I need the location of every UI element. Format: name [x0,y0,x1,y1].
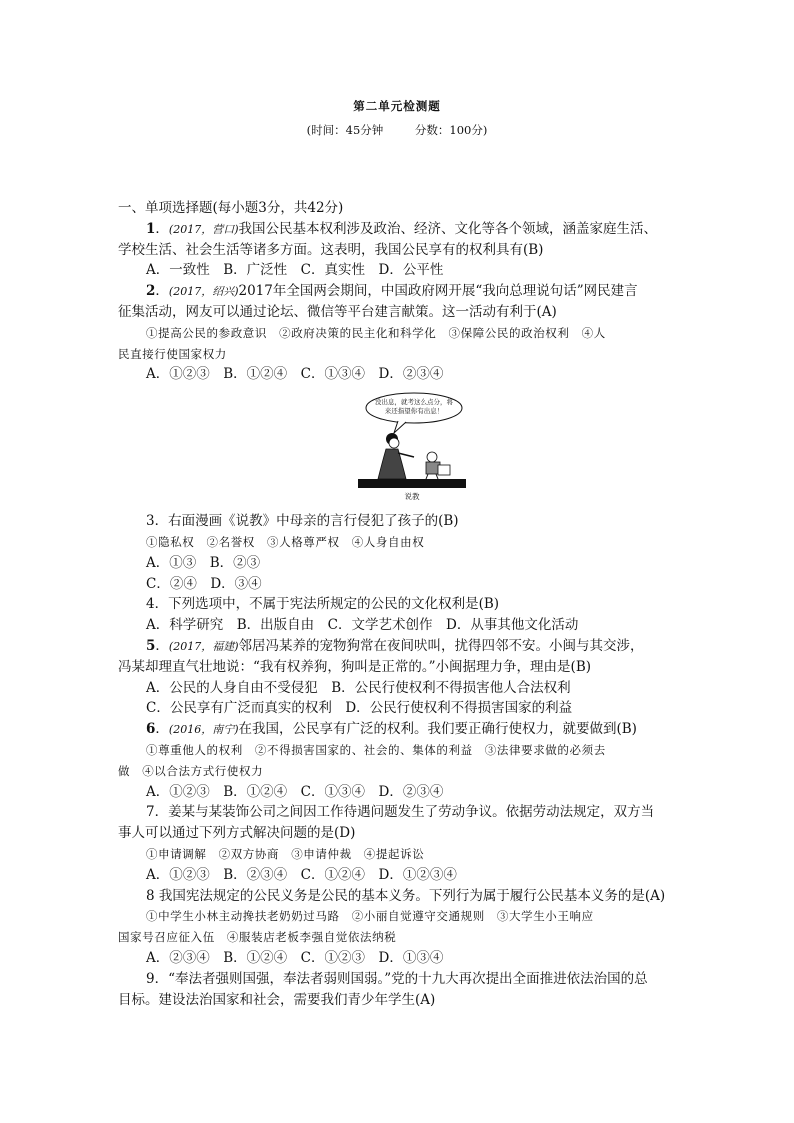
question-9-stem-line2: 目标。建设法治国家和社会，需要我们青少年学生(A) [118,991,436,1008]
question-8-items-line1: ①中学生小林主动搀扶老奶奶过马路 ②小丽自觉遵守交通规则 ③大学生小王响应 [146,909,594,924]
question-7-stem-line2: 事人可以通过下列方式解决问题的是(D) [118,825,356,842]
question-number: 5 [146,637,156,654]
question-source: (2017，绍兴) [168,285,239,299]
section-heading: 一、单项选择题(每小题3分，共42分) [118,200,344,216]
question-1-stem-line1: 1．(2017，营口)我国公民基本权利涉及政治、经济、文化等各个领域，涵盖家庭生活、 [146,220,657,237]
question-6-stem-line1: 6．(2016，南宁)在我国，公民享有广泛的权利。我们要正确行使权力，就要做到(B) [146,721,637,738]
question-source: (2017，营口) [168,222,239,236]
question-5-stem-line2: 冯某却理直气壮地说：“我有权养狗，狗叫是正常的。”小闽据理力争，理由是(B) [118,658,592,675]
time-limit: (时间：45分钟 [306,123,384,137]
question-7-stem-line1: 7．姜某与某装饰公司之间因工作待遇问题发生了劳动争议。依据劳动法规定，双方当 [146,804,655,821]
question-5-options-line2: C．公民享有广泛而真实的权利 D．公民行使权利不得损害国家的利益 [146,700,573,717]
question-4-stem: 4．下列选项中，不属于宪法所规定的公民的文化权利是(B) [146,596,500,613]
question-2-items-line1: ①提高公民的参政意识 ②政府决策的民主化和科学化 ③保障公民的政治权利 ④人 [146,325,606,340]
question-6-items-line1: ①尊重他人的权利 ②不得损害国家的、社会的、集体的利益 ③法律要求做的必须去 [146,742,606,757]
question-8-options: A．②③④ B．①②④ C．①②③ D．①③④ [146,949,444,966]
question-1-stem-line2: 学校生活、社会生活等诸多方面。这表明，我国公民享有的权利具有(B) [118,241,544,258]
question-6-items-line2: 做 ④以合法方式行使权力 [118,763,264,778]
page-title: 第二单元检测题 [353,99,441,113]
cartoon-illustration [354,391,470,502]
total-score: 分数：100分) [414,123,488,137]
question-4-options: A．科学研究 B．出版自由 C．文学艺术创作 D．从事其他文化活动 [146,617,579,634]
question-8-stem: 8 我国宪法规定的公民义务是公民的基本义务。下列行为属于履行公民基本义务的是(A) [146,887,666,904]
question-text: 在我国，公民享有广泛的权利。我们要正确行使权力，就要做到(B) [238,721,637,738]
speech-bubble-text: 没出息，就考这么点分，将来还指望你有出息！ [375,398,453,416]
cartoon-caption: 说教 [404,492,420,502]
question-text: 2017年全国两会期间，中国政府网开展“我向总理说句话”网民建言 [238,283,638,300]
question-2-stem-line2: 征集活动，网友可以通过论坛、微信等平台建言献策。这一活动有利于(A) [118,303,557,320]
question-list [118,198,678,1010]
question-text: 邻居冯某养的宠物狗常在夜间吠叫，扰得四邻不安。小闽与其交涉， [238,637,644,654]
question-source: (2016，南宁) [168,723,239,737]
question-5-options-line1: A．公民的人身自由不受侵犯 B．公民行使权利不得损害他人合法权利 [146,679,571,696]
question-2-items-line2: 民直接行使国家权力 [118,346,227,361]
question-3-items: ①隐私权 ②名誉权 ③人格尊严权 ④人身自由权 [146,534,425,549]
question-3-options-line2: C．②④ D．③④ [146,575,262,592]
question-2-stem-line1: 2．(2017，绍兴)2017年全国两会期间，中国政府网开展“我向总理说句话”网民建言 [146,283,638,300]
question-text: 我国公民基本权利涉及政治、经济、文化等各个领域，涵盖家庭生活、 [238,220,657,237]
question-1-options: A．一致性 B．广泛性 C．真实性 D．公平性 [146,262,444,279]
question-number: 1 [146,220,156,237]
question-number: 6 [146,721,156,738]
question-5-stem-line1: 5．(2017，福建)邻居冯某养的宠物狗常在夜间吠叫，扰得四邻不安。小闽与其交涉， [146,637,644,654]
question-7-items: ①申请调解 ②双方协商 ③申请仲裁 ④提起诉讼 [146,846,425,861]
question-3-options-line1: A．①③ B．②③ [146,554,261,571]
question-source: (2017，福建) [168,639,239,653]
exam-info [0,122,794,138]
question-3-stem: 3．右面漫画《说教》中母亲的言行侵犯了孩子的(B) [146,513,459,530]
question-2-options: A．①②③ B．①②④ C．①③④ D．②③④ [146,366,444,383]
question-6-options: A．①②③ B．①②④ C．①③④ D．②③④ [146,783,444,800]
question-8-items-line2: 国家号召应征入伍 ④服装店老板李强自觉依法纳税 [118,930,397,945]
question-number: 2 [146,283,156,300]
question-7-options: A．①②③ B．②③④ C．①②④ D．①②③④ [146,866,457,883]
question-9-stem-line1: 9．“奉法者强则国强，奉法者弱则国弱。”党的十九大再次提出全面推进依法治国的总 [146,970,648,987]
